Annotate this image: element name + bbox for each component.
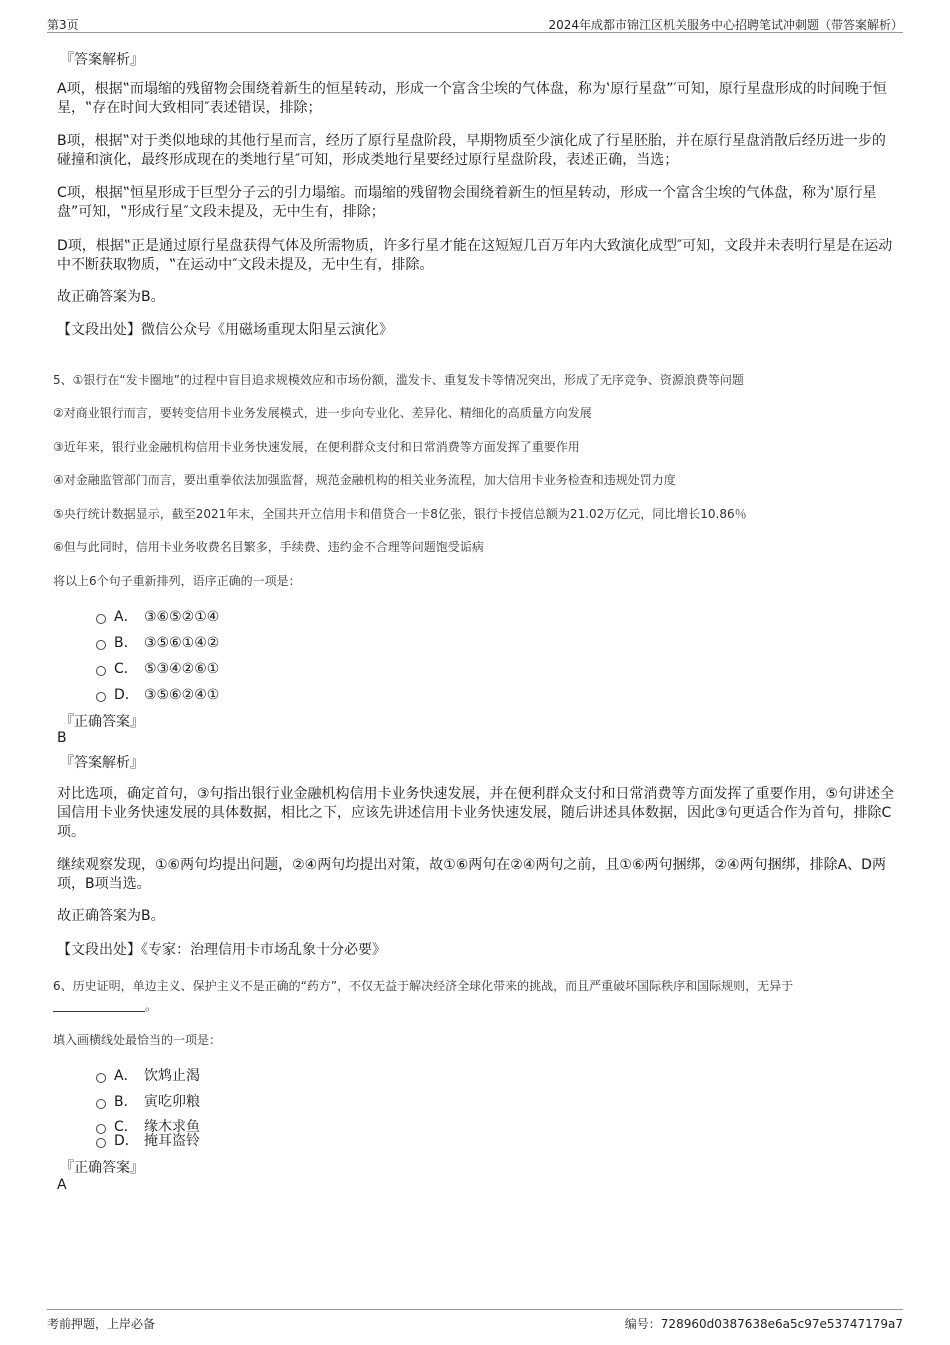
radio-icon[interactable]	[96, 692, 106, 702]
q5-analysis-2: 继续观察发现，①⑥两句均提出问题，②④两句均提出对策，故①⑥两句在②④两句之前，且①⑥两句捆绑，②④两句捆绑，排除A、D两项，B项当选。	[57, 857, 886, 892]
q5-option-c[interactable]	[96, 658, 219, 678]
q5-answer-label: 『正确答案』	[60, 714, 144, 730]
q5-option-b[interactable]	[96, 632, 219, 652]
q5-sentence-3: ③近年来，银行业金融机构信用卡业务快速发展，在便利群众支付和日常消费等方面发挥了重要作用	[53, 440, 580, 454]
q5-sentence-4: ④对金融监管部门而言，要出重拳依法加强监督，规范金融机构的相关业务流程，加大信用卡业务检查和违规处罚力度	[53, 473, 676, 487]
option-text: ③⑤⑥①④②	[144, 635, 220, 651]
q5-sentence-2: ②对商业银行而言，要转变信用卡业务发展模式，进一步向专业化、差异化、精细化的高质量方向发展	[53, 406, 592, 420]
q4-analysis-c: C项，根据‟恒星形成于巨型分子云的引力塌缩。而塌缩的残留物会围绕着新生的恒星转动，形成一个富含尘埃的气体盘，称为‛原行星盘”可知，‟形成行星″文段未提及，无中生有，排除；	[57, 185, 877, 220]
option-text: ⑤③④②⑥①	[144, 661, 220, 677]
q6-stem: 6、历史证明，单边主义、保护主义不是正确的“药方”，不仅无益于解决经济全球化带来的挑战，而且严重破坏国际秩序和国际规则，无异于	[53, 979, 794, 993]
q4-analysis-d: D项，根据‟正是通过原行星盘获得气体及所需物质，许多行星才能在这短短几百万年内大致演化成型″可知，文段并未表明行星是在运动中不断获取物质，‟在运动中″文段未提及，无中生有，排除。	[57, 238, 893, 273]
option-text: 缘木求鱼	[144, 1119, 200, 1135]
q4-analysis-label: 『答案解析』	[60, 52, 144, 68]
q5-sentence-6: ⑥但与此同时，信用卡业务收费名目繁多，手续费、违约金不合理等问题饱受诟病	[53, 540, 484, 554]
q5-option-a[interactable]	[96, 606, 219, 626]
q5-sentence-5: ⑤央行统计数据显示，截至2021年末，全国共开立信用卡和借贷合一卡8亿张，银行卡授信总额为21.02万亿元，同比增长10.86％	[53, 507, 747, 521]
fill-in-blank	[53, 999, 145, 1012]
radio-icon[interactable]	[96, 1099, 106, 1109]
radio-icon[interactable]	[96, 640, 106, 650]
option-text: ③⑥⑤②①④	[144, 609, 220, 625]
q6-stem-line2	[53, 997, 157, 1014]
q5-prompt: 将以上6个句子重新排列，语序正确的一项是：	[53, 574, 301, 588]
option-letter: A．	[114, 609, 138, 625]
q4-conclusion: 故正确答案为B。	[57, 289, 165, 305]
q5-source: 【文段出处】《专家：治理信用卡市场乱象十分必要》	[57, 942, 386, 958]
q6-prompt: 填入画横线处最恰当的一项是：	[53, 1033, 222, 1047]
q6-stem-end: 。	[145, 999, 158, 1013]
option-letter: D．	[114, 687, 139, 703]
radio-icon[interactable]	[96, 1073, 106, 1083]
q6-answer-label: 『正确答案』	[60, 1160, 144, 1176]
q5-option-d[interactable]	[96, 684, 219, 704]
q5-sentence-1: 5、①银行在“发卡圈地”的过程中盲目追求规模效应和市场份额，滥发卡、重复发卡等情况突出，形成了无序竞争、资源浪费等问题	[53, 373, 744, 387]
q4-analysis-b: B项，根据‟对于类似地球的其他行星而言，经历了原行星盘阶段，早期物质至少演化成了行星胚胎，并在原行星盘消散后经历进一步的碰撞和演化，最终形成现在的类地行星″可知，形成类地行星要经过原行星盘阶段，表述正确，当选；	[57, 133, 886, 168]
option-letter: A．	[114, 1068, 138, 1084]
radio-icon[interactable]	[96, 666, 106, 676]
document-title: 2024年成都市锦江区机关服务中心招聘笔试冲刺题（带答案解析）	[548, 18, 903, 32]
q4-analysis-a: A项，根据‟而塌缩的残留物会围绕着新生的恒星转动，形成一个富含尘埃的气体盘，称为‛原行星盘”′可知，原行星盘形成的时间晚于恒星，‟存在时间大致相同″表述错误，排除；	[57, 81, 887, 116]
q4-source: 【文段出处】微信公众号《用磁场重现太阳星云演化》	[57, 322, 393, 338]
option-text: 掩耳盗铃	[144, 1133, 200, 1149]
q6-answer: A	[57, 1177, 67, 1193]
document-id: 编号：728960d0387638e6a5c97e53747179a7	[624, 1317, 903, 1331]
page-header	[47, 10, 903, 33]
option-letter: D．	[114, 1133, 139, 1149]
q5-answer: B	[57, 730, 67, 746]
option-text: 寅吃卯粮	[144, 1094, 200, 1110]
q5-analysis-label: 『答案解析』	[60, 755, 144, 771]
q5-analysis-1: 对比选项，确定首句，③句指出银行业金融机构信用卡业务快速发展，并在便利群众支付和日常消费等方面发挥了重要作用，⑤句讲述全国信用卡业务快速发展的具体数据，相比之下，应该先讲述信用卡业务快速发展，随后讲述具体数据，因此③句更适合作为首句，排除C项。	[57, 786, 895, 840]
page-footer	[47, 1309, 903, 1336]
option-letter: B．	[114, 1094, 138, 1110]
q5-conclusion: 故正确答案为B。	[57, 908, 165, 924]
q6-option-a[interactable]	[96, 1065, 200, 1085]
option-text: 饮鸩止渴	[144, 1068, 200, 1084]
q6-option-d[interactable]	[96, 1130, 200, 1150]
q6-option-b[interactable]	[96, 1091, 200, 1111]
page-number: 第3页	[47, 18, 79, 32]
option-letter: C．	[114, 1119, 138, 1135]
option-letter: B．	[114, 635, 138, 651]
footer-slogan: 考前押题，上岸必备	[47, 1317, 156, 1331]
radio-icon[interactable]	[96, 614, 106, 624]
option-text: ③⑤⑥②④①	[144, 687, 220, 703]
option-letter: C．	[114, 661, 138, 677]
radio-icon[interactable]	[96, 1138, 106, 1148]
